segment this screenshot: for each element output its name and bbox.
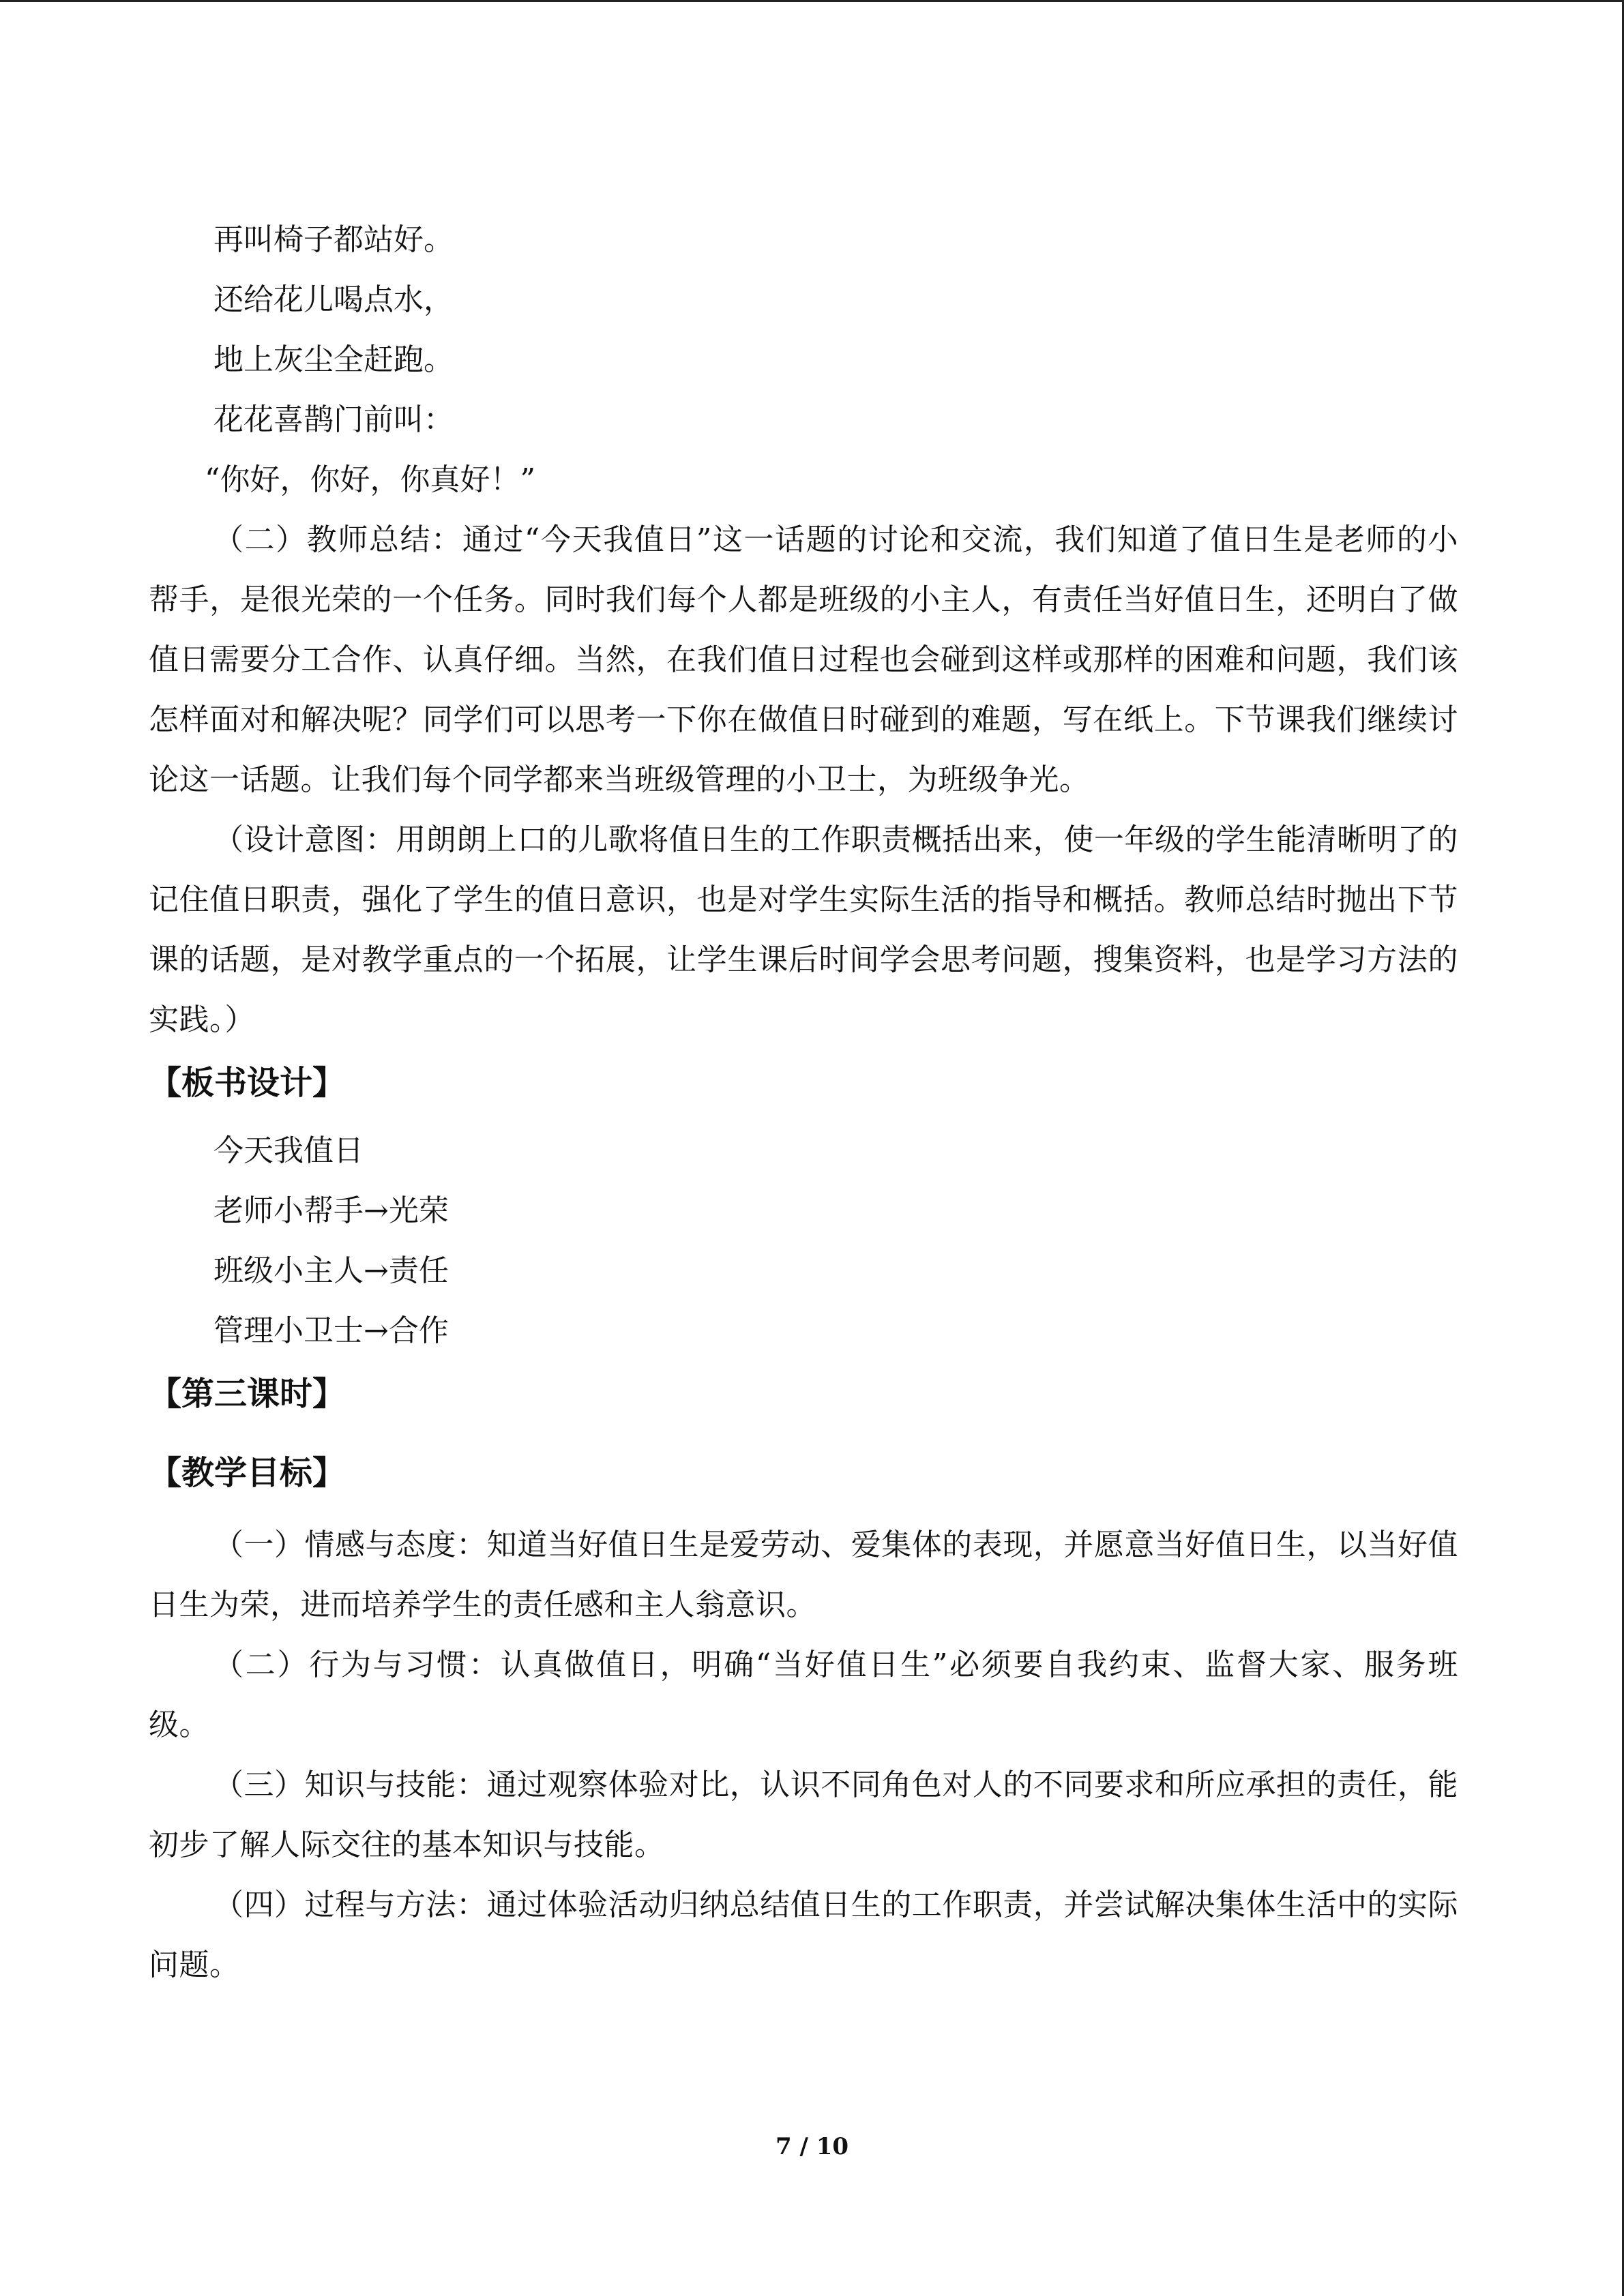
poem-line: 还给花儿喝点水， [213, 282, 454, 317]
poem-block [149, 210, 1458, 510]
board-line: 管理小卫士→合作 [213, 1313, 449, 1348]
teaching-goals-section [149, 1440, 1458, 1995]
goal-item-knowledge: （三）知识与技能：通过观察体验对比，认识不同角色对人的不同要求和所应承担的责任，能初步了解人际交往的基本知识与技能。 [149, 1768, 1458, 1862]
goal-item-behavior: （二）行为与习惯：认真做值日，明确“当好值日生”必须要自我约束、监督大家、服务班级。 [149, 1648, 1458, 1742]
board-line: 今天我值日 [213, 1133, 364, 1168]
poem-line: 花花喜鹊门前叫： [213, 402, 454, 437]
teacher-summary-paragraph: （二）教师总结：通过“今天我值日”这一话题的讨论和交流，我们知道了值日生是老师的小帮手，是很光荣的一个任务。同时我们每个人都是班级的小主人，有责任当好值日生，还明白了做值日需要分工合作、认真仔细。当然，在我们值日过程也会碰到这样或那样的困难和问题，我们该怎样面对和解决呢？同学们可以思考一下你在做值日时碰到的难题，写在纸上。下节课我们继续讨论这一话题。让我们每个同学都来当班级管理的小卫士，为班级争光。 [149, 522, 1458, 797]
third-lesson-heading: 【第三课时】 [149, 1375, 346, 1413]
poem-line: 地上灰尘全赶跑。 [213, 342, 454, 377]
poem-line: “你好，你好，你真好！” [205, 462, 535, 497]
page-content [149, 210, 1458, 1995]
board-line: 班级小主人→责任 [213, 1253, 449, 1288]
design-intent-paragraph: （设计意图：用朗朗上口的儿歌将值日生的工作职责概括出来，使一年级的学生能清晰明了的记住值日职责，强化了学生的值日意识，也是对学生实际生活的指导和概括。教师总结时抛出下节课的话题，是对教学重点的一个拓展，让学生课后时间学会思考问题，搜集资料，也是学习方法的实践。） [149, 822, 1458, 1037]
page-number: 7 / 10 [775, 2133, 849, 2160]
goal-item-process: （四）过程与方法：通过体验活动归纳总结值日生的工作职责，并尝试解决集体生活中的实际问题。 [149, 1888, 1458, 1982]
teaching-goals-heading: 【教学目标】 [149, 1454, 346, 1492]
poem-line: 再叫椅子都站好。 [213, 222, 454, 257]
board-design-heading: 【板书设计】 [149, 1064, 346, 1102]
board-line: 老师小帮手→光荣 [213, 1193, 449, 1228]
goal-item-emotion: （一）情感与态度：知道当好值日生是爱劳动、爱集体的表现，并愿意当好值日生，以当好值日生为荣，进而培养学生的责任感和主人翁意识。 [149, 1527, 1458, 1622]
board-design-section [149, 1050, 1458, 1361]
